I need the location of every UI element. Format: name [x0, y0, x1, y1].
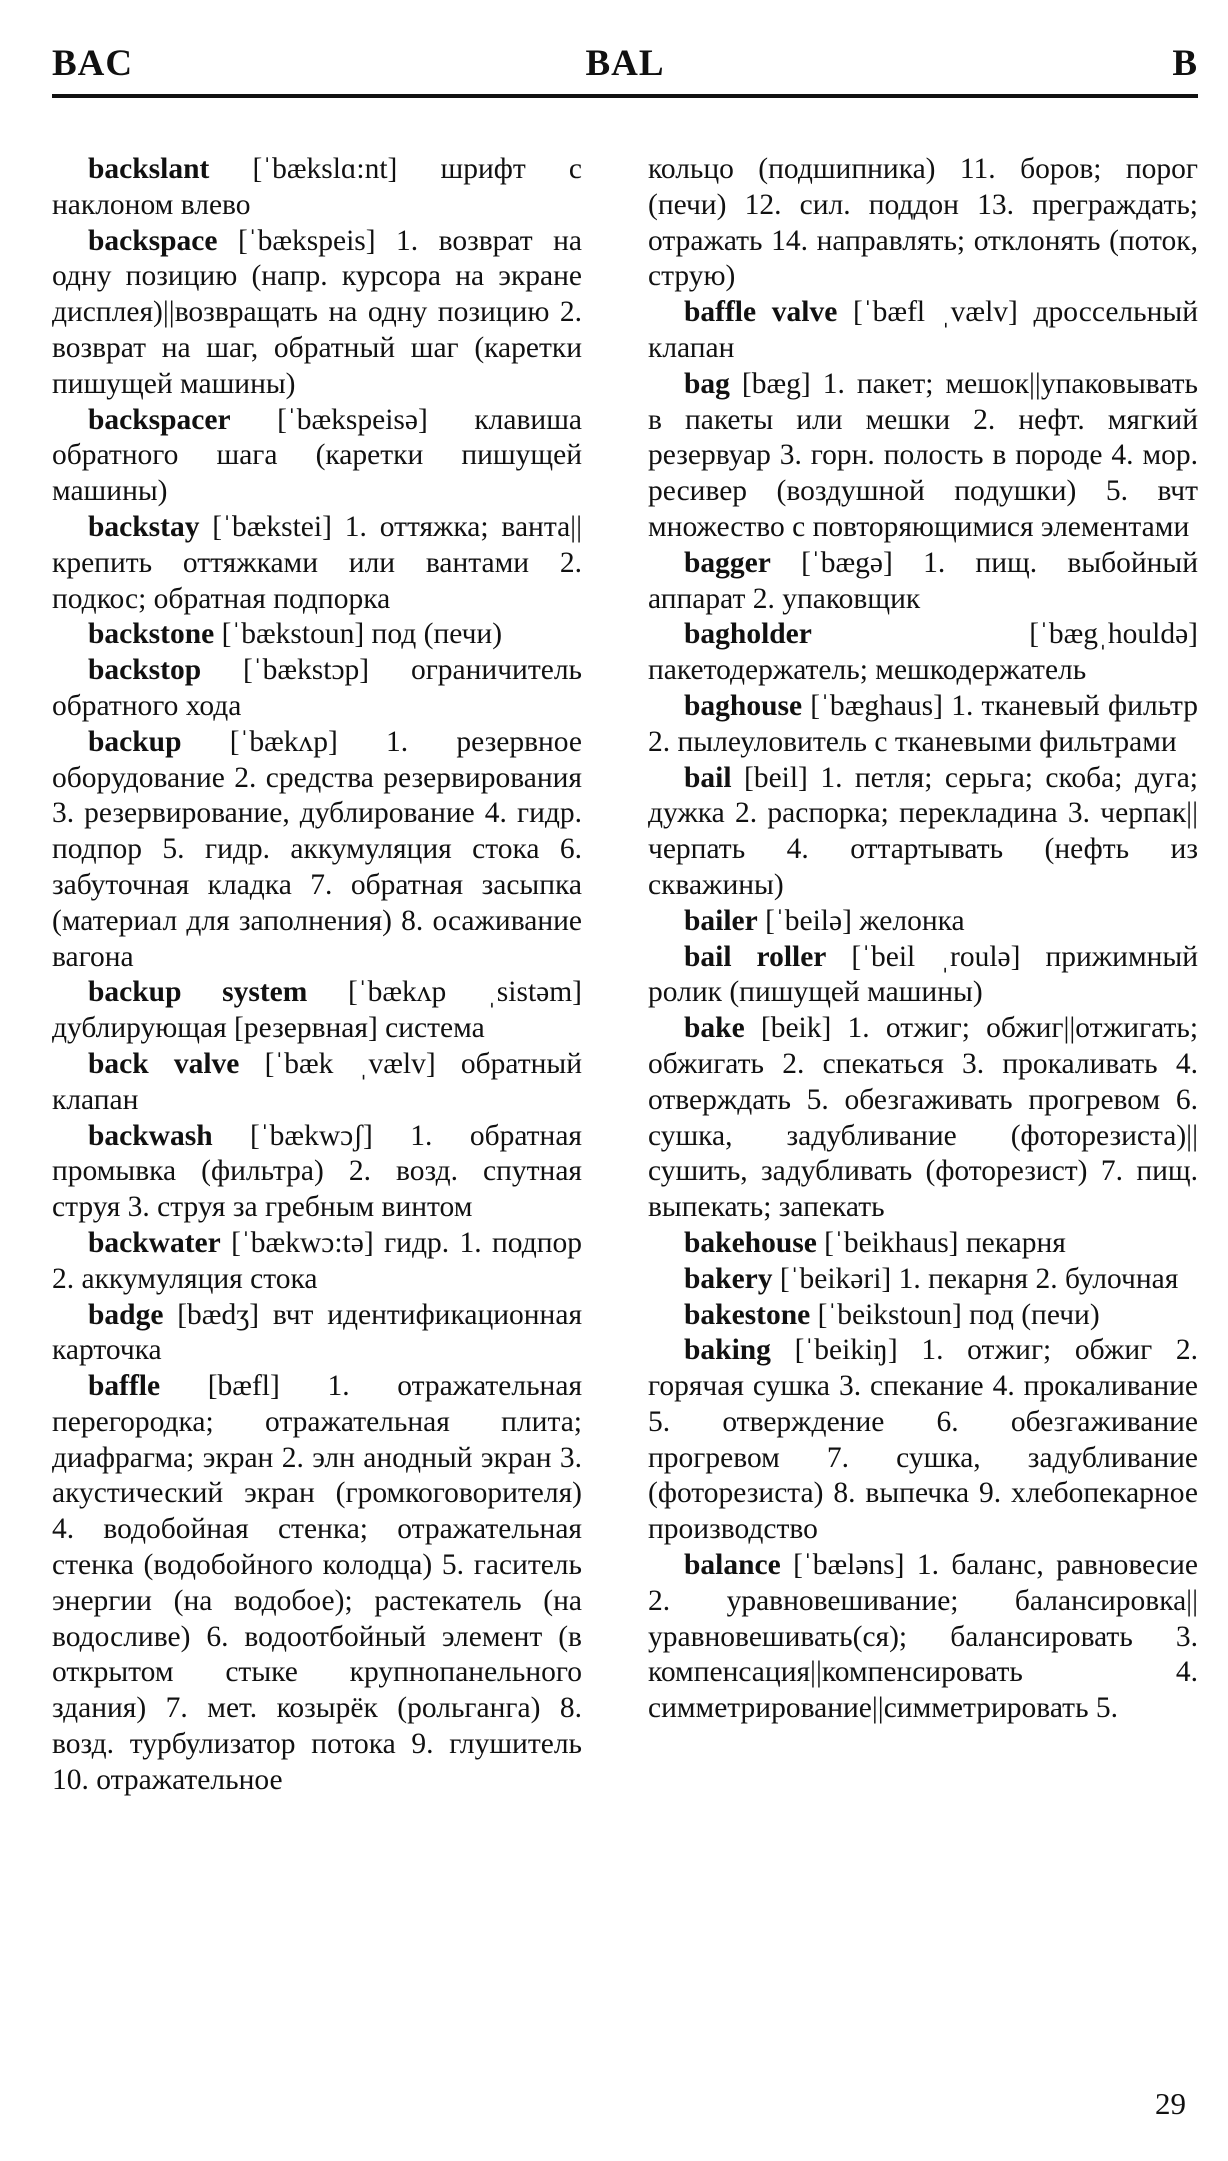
entry-headword: backstone: [88, 618, 215, 651]
dictionary-entry: [52, 1298, 582, 1370]
entry-transcription: [ˈbækslɑ:nt]: [252, 153, 398, 185]
dictionary-entry: [648, 1011, 1198, 1226]
entry-headword: backspace: [88, 224, 218, 257]
entry-transcription: [ˈbækʌp]: [229, 725, 338, 758]
entry-headword: backstop: [88, 654, 202, 687]
dictionary-entry: [52, 152, 582, 224]
dictionary-entry: [648, 1548, 1198, 1727]
header-center-guide: BAL: [585, 43, 665, 84]
entry-headword: backup system: [88, 976, 308, 1009]
entry-transcription: [bæg]: [741, 367, 811, 400]
dictionary-entry: [648, 904, 1198, 940]
entry-definition: шрифт с наклоном влево: [52, 153, 583, 221]
entry-transcription: [ˈbeikəri]: [779, 1262, 892, 1295]
entry-transcription: [ˈbækwɔ:tə]: [231, 1226, 374, 1259]
entry-definition: под (печи): [969, 1298, 1100, 1331]
entry-definition: 1. оттяжка; ванта||крепить оттяжками или вантами 2. подкос; обратная подпорка: [52, 510, 582, 615]
entry-headword: bakestone: [684, 1298, 811, 1331]
dictionary-entry: [648, 1298, 1198, 1334]
entry-transcription: [ˈbækspeis]: [237, 224, 376, 257]
entry-transcription: [bædʒ]: [177, 1298, 260, 1331]
entry-transcription: [ˈbækspeisə]: [277, 403, 428, 436]
entry-headword: back valve: [88, 1047, 240, 1080]
entry-definition: 1. баланс, равновесие 2. уравновешивание; балансировка||уравновешивать(ся); балансировать 3. компенсация||компенсировать 4. симметрирование||симметрировать 5.: [648, 1549, 1198, 1725]
entry-headword: baghouse: [684, 689, 803, 722]
entry-transcription: [ˈbækʌp ˌsistəm]: [347, 976, 582, 1009]
entry-transcription: [ˈbækstoun]: [221, 618, 365, 651]
entry-headword: bakehouse: [684, 1226, 817, 1259]
entry-definition: 1. пекарня 2. булочная: [898, 1262, 1179, 1295]
dictionary-entry: [52, 1047, 582, 1119]
dictionary-entry: [648, 1226, 1198, 1262]
entry-transcription: [ˈbæfl ˌvælv]: [853, 296, 1018, 329]
entry-transcription: [ˈbækwɔʃ]: [250, 1119, 373, 1152]
dictionary-entry: [52, 725, 582, 976]
entry-definition: пекарня: [965, 1226, 1066, 1259]
entry-definition: 1. резервное оборудование 2. средства резервирования 3. резервирование, дублирование 4. гидр. подпор 5. гидр. аккумуляция стока 6. забуточная кладка 7. обратная засыпка (материал для заполнения) 8. осаживание вагона: [52, 725, 582, 973]
entry-transcription: [ˈbeikhaus]: [824, 1226, 959, 1259]
entry-headword: baffle valve: [684, 296, 838, 329]
dictionary-entry: [648, 940, 1198, 1012]
dictionary-entry: [52, 1226, 582, 1298]
dictionary-entry: [52, 224, 582, 403]
entry-transcription: [ˈbeikiŋ]: [794, 1334, 898, 1367]
entry-definition: клавиша обратного шага (каретки пишущей машины): [52, 403, 583, 508]
entry-headword: backstay: [88, 510, 200, 543]
entry-headword: backup: [88, 725, 182, 758]
entry-headword: backspacer: [88, 403, 231, 436]
header-left-guide: BAC: [52, 43, 134, 84]
entry-transcription: [ˈbægə]: [801, 546, 893, 579]
entry-definition: обратный клапан: [52, 1047, 582, 1116]
dictionary-entry: [648, 546, 1198, 618]
dictionary-entry: [52, 1369, 582, 1799]
entry-headword: bakery: [684, 1262, 773, 1295]
entry-transcription: [ˈbeilə]: [765, 904, 852, 937]
entry-definition: под (печи): [371, 618, 503, 651]
entry-definition: 1. обратная промывка (фильтра) 2. возд. спутная струя 3. струя за гребным винтом: [52, 1119, 583, 1224]
entry-transcription: [ˈbækstɔp]: [242, 654, 370, 687]
entry-transcription: [ˈbægˌhouldə]: [1029, 618, 1198, 651]
entry-definition: 1. отражательная перегородка; отражательная плита; диафрагма; экран 2. элн анодный экран 3. акустический экран (громкоговорителя) 4. водобойная стенка; отражательная стенка (водобойного колодца) 5. гаситель энергии (на водобое); растекатель (на водосливе) 6. водоотбойный элемент (в открытом стыке крупнопанельного здания) 7. мет. козырёк (рольганга) 8. возд. турбулизатор потока 9. глушитель 10. отражательное: [52, 1370, 583, 1796]
dictionary-entry: [648, 689, 1198, 761]
entry-definition: 1. пакет; мешок||упаковывать в пакеты или мешки 2. нефт. мягкий резервуар 3. горн. полость в породе 4. мор. ресивер (воздушной подушки) 5. вчт множество с повторяющимися элементами: [648, 367, 1199, 543]
entry-headword: bake: [684, 1012, 745, 1045]
entry-definition: 1. отжиг; обжиг||отжигать; обжигать 2. спекаться 3. прокаливать 4. отверждать 5. обезгаживать прогревом 6. сушка, задубливание (фоторезиста)||сушить, задубливать (фоторезист) 7. пищ. выпекать; запекать: [648, 1012, 1199, 1224]
dictionary-entry: [52, 653, 582, 725]
entry-definition: прижимный ролик (пишущей машины): [648, 940, 1199, 1009]
entry-definition: 1. отжиг; обжиг 2. горячая сушка 3. спекание 4. прокаливание 5. отверждение 6. обезгаживание прогревом 7. сушка, задубливание (фоторезиста) 8. выпечка 9. хлебопекарное производство: [648, 1334, 1199, 1546]
entry-definition: 1. пищ. выбойный аппарат 2. упаковщик: [648, 546, 1199, 615]
entry-definition: 1. тканевый фильтр 2. пылеуловитель с тканевыми фильтрами: [648, 689, 1199, 758]
entry-transcription: [ˈbeikstoun]: [817, 1298, 962, 1331]
running-header: [52, 42, 1198, 94]
entry-headword: bagholder: [684, 618, 812, 651]
entry-definition: пакетодержатель; мешкодержатель: [648, 654, 1087, 687]
right-column: [648, 152, 1198, 1727]
entry-headword: badge: [88, 1298, 164, 1331]
entry-definition: гидр. 1. подпор 2. аккумуляция стока: [52, 1226, 583, 1295]
entry-definition: 1. возврат на одну позицию (напр. курсора на экране дисплея)||возвращать на одну позицию 2. возврат на шаг, обратный шаг (каретки пишущей машины): [52, 224, 582, 400]
entry-headword: balance: [684, 1549, 781, 1582]
dictionary-entry: [648, 1262, 1198, 1298]
entry-headword: backwash: [88, 1119, 213, 1152]
dictionary-entry: [52, 617, 582, 653]
entry-headword: backwater: [88, 1226, 221, 1259]
entry-transcription: [beil]: [744, 761, 808, 794]
entry-definition: ограничитель обратного хода: [52, 654, 583, 722]
dictionary-entry: [52, 403, 582, 510]
dictionary-entry: [648, 1333, 1198, 1548]
entry-headword: bailer: [684, 904, 758, 937]
entry-transcription: [beik]: [760, 1012, 832, 1045]
header-rule: [52, 94, 1198, 98]
entry-definition: кольцо (подшипника) 11. боров; порог (печи) 12. сил. поддон 13. преграждать; отражать 14. направлять; отклонять (поток, струю): [648, 153, 1198, 293]
entry-transcription: [ˈbækstei]: [212, 510, 332, 543]
dictionary-entry: [648, 761, 1198, 904]
dictionary-entry: [648, 295, 1198, 367]
entry-headword: baking: [684, 1334, 771, 1367]
entry-transcription: [ˈbeil ˌroulə]: [851, 940, 1021, 973]
entry-headword: bail: [684, 761, 732, 794]
entry-headword: bag: [684, 367, 730, 400]
entry-transcription: [ˈbæk ˌvælv]: [264, 1047, 436, 1080]
entry-transcription: [bæfl]: [207, 1370, 280, 1403]
entry-transcription: [ˈbæləns]: [793, 1549, 905, 1582]
dictionary-entry: [648, 367, 1198, 546]
page-number: 29: [1155, 2086, 1186, 2121]
entry-definition: 1. петля; серьга; скоба; дуга; дужка 2. распорка; перекладина 3. черпак||черпать 4. оттартывать (нефть из скважины): [648, 761, 1198, 901]
entry-definition: желонка: [859, 904, 965, 937]
entry-headword: bagger: [684, 546, 771, 579]
entry-transcription: [ˈbæghaus]: [810, 689, 943, 722]
dictionary-entry: [648, 617, 1198, 689]
entry-definition: вчт идентификационная карточка: [52, 1298, 583, 1367]
entry-definition: дроссельный клапан: [648, 296, 1199, 364]
dictionary-entry: [52, 1119, 582, 1226]
dictionary-entry: [648, 152, 1198, 295]
entry-headword: baffle: [88, 1370, 161, 1403]
dictionary-entry: [52, 975, 582, 1047]
entry-definition: дублирующая [резервная] система: [52, 1012, 485, 1045]
entry-headword: backslant: [88, 153, 210, 185]
header-section-letter: B: [1172, 43, 1198, 84]
entry-headword: bail roller: [684, 940, 827, 973]
dictionary-entry: [52, 510, 582, 617]
left-column: [52, 152, 582, 1799]
